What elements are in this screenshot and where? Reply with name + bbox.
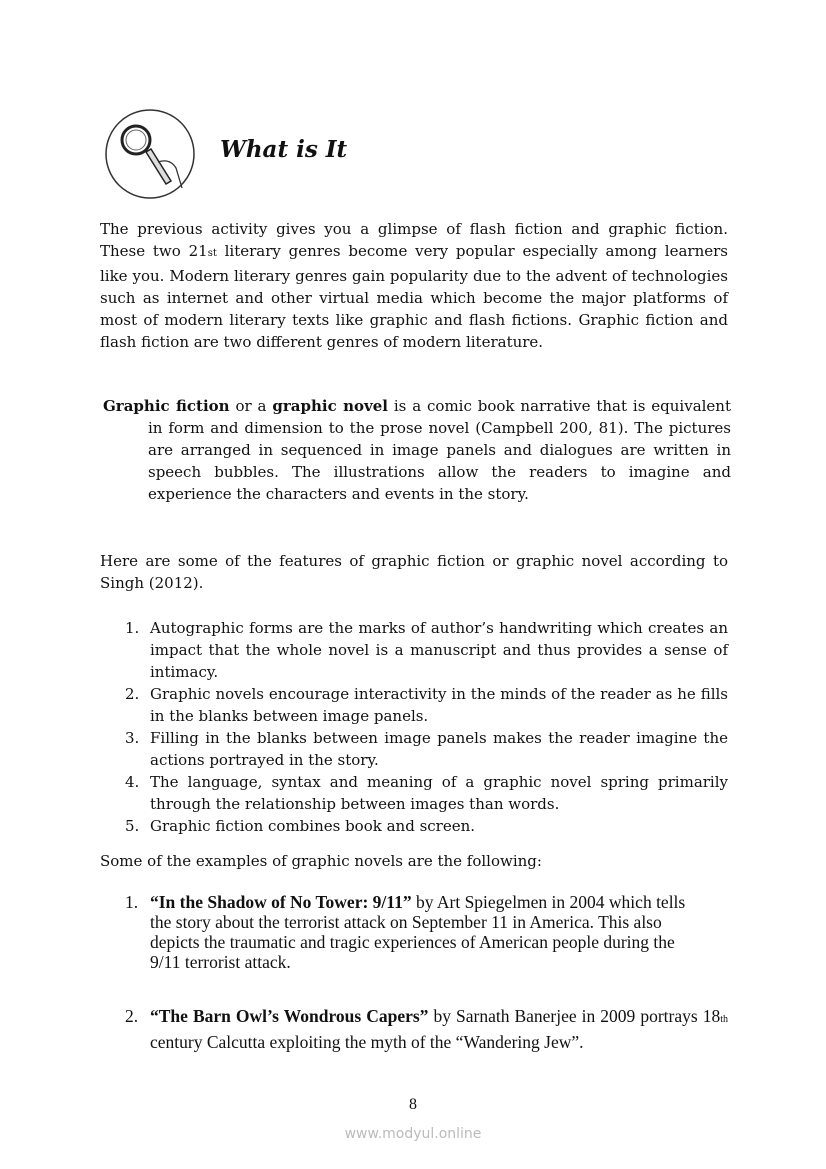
term-graphic-novel: graphic novel xyxy=(272,397,388,415)
item-number: 3. xyxy=(125,729,140,747)
examples-intro: Some of the examples of graphic novels are the following: xyxy=(100,852,542,870)
list-item xyxy=(100,892,690,972)
features-list xyxy=(100,617,728,837)
features-intro: Here are some of the features of graphic fiction or graphic novel according to Singh (2012). xyxy=(100,552,728,592)
item-text: Autographic forms are the marks of author’s handwriting which creates an impact that the whole novel is a manuscript and thus provides a sense of intimacy. xyxy=(150,619,728,681)
item-number: 4. xyxy=(125,773,140,791)
list-item xyxy=(100,1005,728,1053)
item-number: 2. xyxy=(125,685,140,703)
item-text: Filling in the blanks between image panels makes the reader imagine the actions portrayed in the story. xyxy=(150,729,728,769)
list-item xyxy=(100,727,728,771)
definition-text: is a comic book narrative that is equivalent in form and dimension to the prose novel (Campbell 200, 81). The pictures are arranged in sequenced in image panels and dialogues are written in speech bubbles. The illustrations allow the readers to imagine and experience the characters and events in the story. xyxy=(148,397,731,503)
list-item xyxy=(100,617,728,683)
item-text: by Sarnath Banerjee in 2009 portrays 18 xyxy=(428,1006,721,1026)
list-item xyxy=(100,771,728,815)
item-text: by Art Spiegelmen in 2004 which tells the story about the terrorist attack on September 11 in America. This also depicts the traumatic and tragic experiences of American people during the 9/11 terrorist attack. xyxy=(150,892,686,972)
examples-list xyxy=(100,892,728,972)
examples-list-2 xyxy=(100,1005,728,1053)
item-number: 5. xyxy=(125,817,140,835)
item-text-rest: century Calcutta exploiting the myth of the “Wandering Jew”. xyxy=(150,1032,584,1052)
page-title: What is It xyxy=(220,136,348,163)
intro-text-rest: literary genres become very popular especially among learners like you. Modern literary genres gain popularity due to the advent of technologies such as internet and other virtual media which become the major platforms of most of modern literary texts like graphic and flash fictions. Graphic fiction and flash fiction are two different genres of modern literature. xyxy=(100,242,728,351)
magnifying-glass-icon xyxy=(104,108,196,200)
intro-paragraph xyxy=(100,218,728,353)
book-title: “The Barn Owl’s Wondrous Capers” xyxy=(150,1006,429,1026)
item-number: 2. xyxy=(125,1006,139,1026)
item-number: 1. xyxy=(125,619,140,637)
list-item xyxy=(100,683,728,727)
item-text: Graphic fiction combines book and screen. xyxy=(150,817,476,835)
item-text: The language, syntax and meaning of a graphic novel spring primarily through the relationship between images than words. xyxy=(150,773,728,813)
book-title: “In the Shadow of No Tower: 9/11” xyxy=(150,892,412,912)
term-graphic-fiction: Graphic fiction xyxy=(103,397,230,415)
list-item xyxy=(100,815,728,837)
item-number: 1. xyxy=(125,892,139,912)
watermark: www.modyul.online xyxy=(344,1126,482,1142)
text: or a xyxy=(229,397,273,415)
definition-paragraph xyxy=(100,395,731,505)
page-number: 8 xyxy=(409,1096,417,1113)
superscript: th xyxy=(720,1014,728,1025)
intro-text: The previous activity gives you a glimpse of flash fiction and graphic fiction. These two 21 xyxy=(100,220,728,260)
superscript: st xyxy=(207,248,217,259)
item-text: Graphic novels encourage interactivity in the minds of the reader as he fills in the blanks between image panels. xyxy=(150,685,728,725)
